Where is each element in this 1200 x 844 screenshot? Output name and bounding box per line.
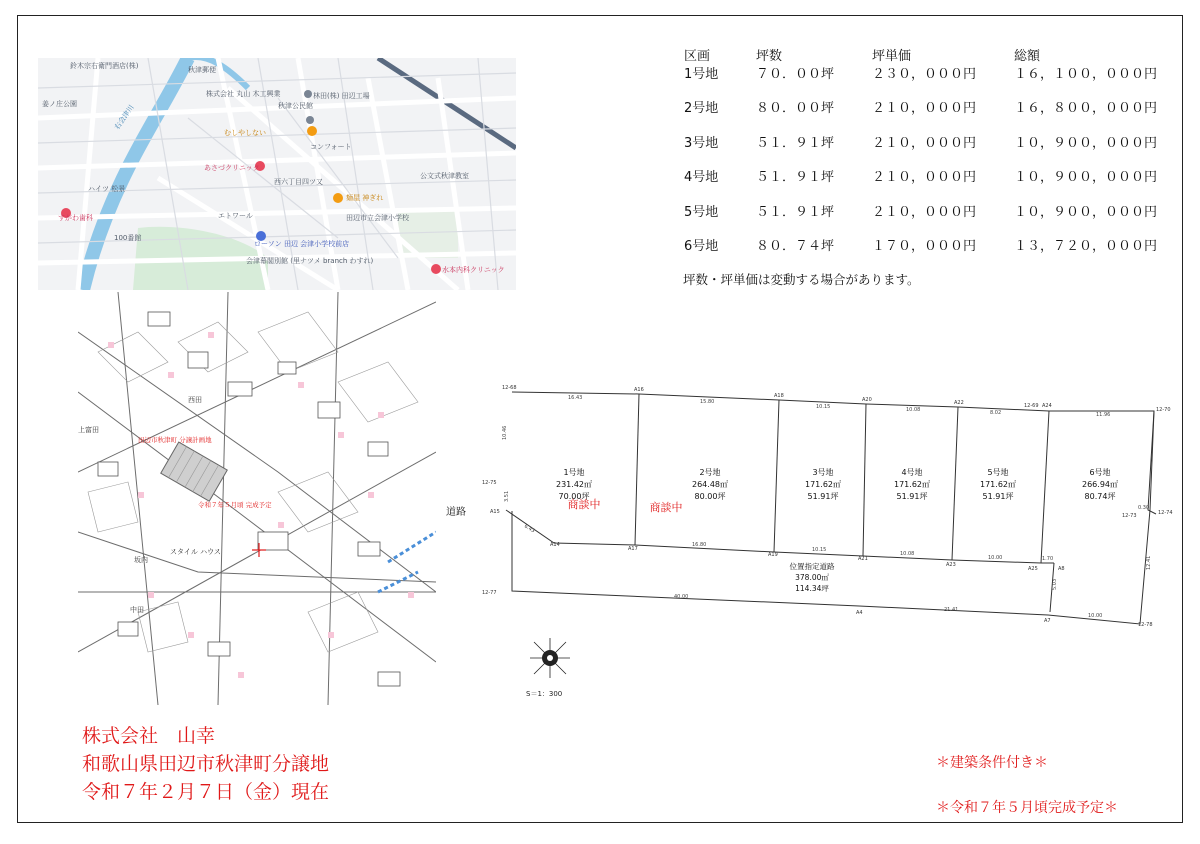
map-label: 林田(株) 田辺工場 (313, 92, 370, 100)
cell-tsubo: ７０．００坪 (756, 67, 835, 82)
dimension: 16.43 (568, 395, 583, 401)
plot-plan-graphic (476, 380, 1192, 710)
map-label: 公文式秋津教室 (420, 172, 469, 180)
survey-point: A24 (1042, 403, 1052, 409)
lot-3-name: 3号地 (812, 468, 834, 477)
lot-5-name: 5号地 (987, 468, 1009, 477)
survey-point: 12-75 (482, 480, 497, 486)
map-label: 秋津公民館 (278, 102, 313, 110)
survey-point: A19 (768, 552, 778, 558)
dimension: 3.51 (504, 490, 510, 502)
lot-3-area: 171.62㎡ (805, 480, 841, 489)
map-label: 田辺市立会津小学校 (346, 214, 409, 222)
dimension: 10.00 (988, 555, 1003, 561)
dimension: 16.80 (692, 542, 707, 548)
map-label: 鈴木宗右衛門酒店(株) (70, 62, 139, 70)
survey-point: A7 (1044, 618, 1051, 624)
lot-1-status: 商談中 (567, 498, 601, 511)
plot-plan[interactable] (476, 380, 1192, 710)
cell-tsubo: ５１．９１坪 (756, 170, 835, 185)
survey-point: A4 (856, 610, 863, 616)
cell-lot: 3号地 (684, 136, 719, 151)
lot-2-status: 商談中 (649, 501, 683, 514)
survey-point: 12-77 (482, 590, 497, 596)
site-label: 田辺市秋津町 分譲計画地 (138, 436, 212, 444)
map-label: すがわ歯科 (58, 214, 93, 222)
lot-3-tsubo: 51.91坪 (807, 492, 839, 501)
header-lot: 区画 (684, 49, 711, 64)
cell-lot: 2号地 (684, 101, 719, 116)
cell-unit-price: ２１０，０００円 (872, 205, 977, 220)
map-label: 麺屋 神ぎれ (346, 194, 384, 202)
as-of-date: 令和７年２月７日（金）現在 (82, 781, 330, 803)
header-total: 総額 (1014, 49, 1041, 64)
building-condition: ＊建築条件付き＊ (936, 755, 1048, 771)
cell-total: １６，１００，０００円 (1014, 67, 1158, 82)
lot-6-area: 266.94㎡ (1082, 480, 1118, 489)
completion-note: ＊令和７年５月頃完成予定＊ (936, 800, 1118, 816)
map-label: 上富田 (78, 426, 99, 434)
survey-point: 12-68 (502, 385, 517, 391)
dimension: 10.46 (502, 425, 508, 440)
dimension: 1.70 (1042, 556, 1054, 562)
map-label: むしやしない (224, 129, 266, 137)
cell-lot: 1号地 (684, 67, 719, 82)
header-tsubo: 坪数 (756, 49, 783, 64)
lot-4-area: 171.62㎡ (894, 480, 930, 489)
cell-lot: 4号地 (684, 170, 719, 185)
company-name: 株式会社 山幸 (82, 725, 216, 747)
survey-point: A16 (634, 387, 644, 393)
survey-point: A15 (490, 509, 500, 515)
map-label: 秋津郵便 (188, 66, 216, 74)
survey-point: A20 (862, 397, 872, 403)
survey-point: A17 (628, 546, 638, 552)
map-label: エトワール (218, 212, 253, 220)
map-label: 中田 (130, 606, 144, 614)
cell-tsubo: ８０．００坪 (756, 101, 835, 116)
dimension: 0.30 (1138, 505, 1150, 511)
cell-total: １３，７２０，０００円 (1014, 239, 1158, 254)
survey-point: 12-74 (1158, 510, 1173, 516)
dimension: 21.41 (944, 607, 959, 613)
scale-label: S＝1：300 (526, 690, 563, 698)
map-label: 西田 (188, 396, 202, 404)
street-map-graphic (38, 58, 516, 290)
cell-total: １６，８００，０００円 (1014, 101, 1158, 116)
dimension: 40.00 (674, 594, 689, 600)
cell-tsubo: ５１．９１坪 (756, 205, 835, 220)
map-label: 右会津川 (113, 103, 136, 132)
lot-1-name: 1号地 (563, 468, 585, 477)
lot-6-tsubo: 80.74坪 (1084, 492, 1116, 501)
header-unit-price: 坪単価 (872, 49, 912, 64)
map-label: 株式会社 丸山 木工興業 (206, 90, 281, 98)
map-label: あさづクリニック (204, 164, 260, 172)
dimension: 10.08 (900, 551, 915, 557)
survey-point: A8 (1058, 566, 1065, 572)
dimension: 5.03 (1052, 578, 1058, 590)
cell-lot: 6号地 (684, 239, 719, 254)
cell-total: １０，９００，０００円 (1014, 170, 1158, 185)
map-label: 100番館 (114, 234, 142, 242)
survey-point: A21 (858, 556, 868, 562)
dimension: 10.15 (812, 547, 827, 553)
street-map[interactable] (38, 58, 516, 290)
private-road-name: 位置指定道路 (789, 562, 835, 571)
company-block (82, 722, 329, 806)
cell-tsubo: ５１．９１坪 (756, 136, 835, 151)
map-label: 会津幕閣別館 (里ナツメ branch わすれ) (246, 257, 374, 265)
lot-4-name: 4号地 (901, 468, 923, 477)
completion-label: 令和７年５月頃 完成予定 (198, 501, 272, 509)
dimension: 12.41 (1146, 555, 1152, 570)
cadastral-map[interactable] (78, 292, 436, 705)
survey-point: A18 (774, 393, 784, 399)
north-arrow-icon (530, 638, 570, 678)
cell-unit-price: １７０，０００円 (872, 239, 977, 254)
survey-point: A14 (550, 542, 560, 548)
dimension: 8.02 (990, 410, 1002, 416)
map-label: ハイツ 松景 (88, 185, 126, 193)
variability-note: 坪数・坪単価は変動する場合があります。 (683, 272, 920, 287)
lot-2-name: 2号地 (699, 468, 721, 477)
lot-2-area: 264.48㎡ (692, 480, 728, 489)
map-label: 姜ノ庄公園 (42, 100, 77, 108)
lot-5-area: 171.62㎡ (980, 480, 1016, 489)
map-label: コンフォート (310, 143, 352, 151)
lot-4-tsubo: 51.91坪 (896, 492, 928, 501)
lot-1-tsubo: 70.00坪 (558, 492, 590, 501)
lot-1-area: 231.42㎡ (556, 480, 592, 489)
map-label: 西六丁目四ツ又 (274, 178, 323, 186)
lot-6-name: 6号地 (1089, 468, 1111, 477)
lot-5-tsubo: 51.91坪 (982, 492, 1014, 501)
dimension: 15.80 (700, 399, 715, 405)
road-label: 道路 (446, 507, 466, 518)
dimension: 10.00 (1088, 613, 1103, 619)
survey-point: A22 (954, 400, 964, 406)
survey-point: 12-70 (1156, 407, 1171, 413)
lot-2-tsubo: 80.00坪 (694, 492, 726, 501)
dimension: 10.08 (906, 407, 921, 413)
survey-point: 12-73 (1122, 513, 1137, 519)
cell-tsubo: ８０．７４坪 (756, 239, 835, 254)
map-label: 坂内 (134, 556, 148, 564)
survey-point: A23 (946, 562, 956, 568)
cell-total: １０，９００，０００円 (1014, 136, 1158, 151)
private-road-tsubo: 114.34坪 (795, 584, 829, 593)
cell-unit-price: ２１０，０００円 (872, 170, 977, 185)
map-label: スタイル ハウス (170, 548, 221, 556)
survey-point: A25 (1028, 566, 1038, 572)
dimension: 10.15 (816, 404, 831, 410)
map-label: 水本内科クリニック (442, 266, 505, 274)
cell-unit-price: ２３０，０００円 (872, 67, 977, 82)
property-title: 和歌山県田辺市秋津町分譲地 (82, 753, 330, 775)
cell-unit-price: ２１０，０００円 (872, 101, 977, 116)
cell-unit-price: ２１０，０００円 (872, 136, 977, 151)
dimension: 11.96 (1096, 412, 1111, 418)
private-road-area: 378.00㎡ (795, 573, 829, 582)
cell-lot: 5号地 (684, 205, 719, 220)
cadastral-map-graphic (78, 292, 436, 705)
map-label: ローソン 田辺 会津小学校前店 (254, 240, 350, 248)
survey-point: 12-78 (1138, 622, 1153, 628)
dimension: 6.43 (523, 523, 536, 535)
survey-point: 12-69 (1024, 403, 1039, 409)
cell-total: １０，９００，０００円 (1014, 205, 1158, 220)
